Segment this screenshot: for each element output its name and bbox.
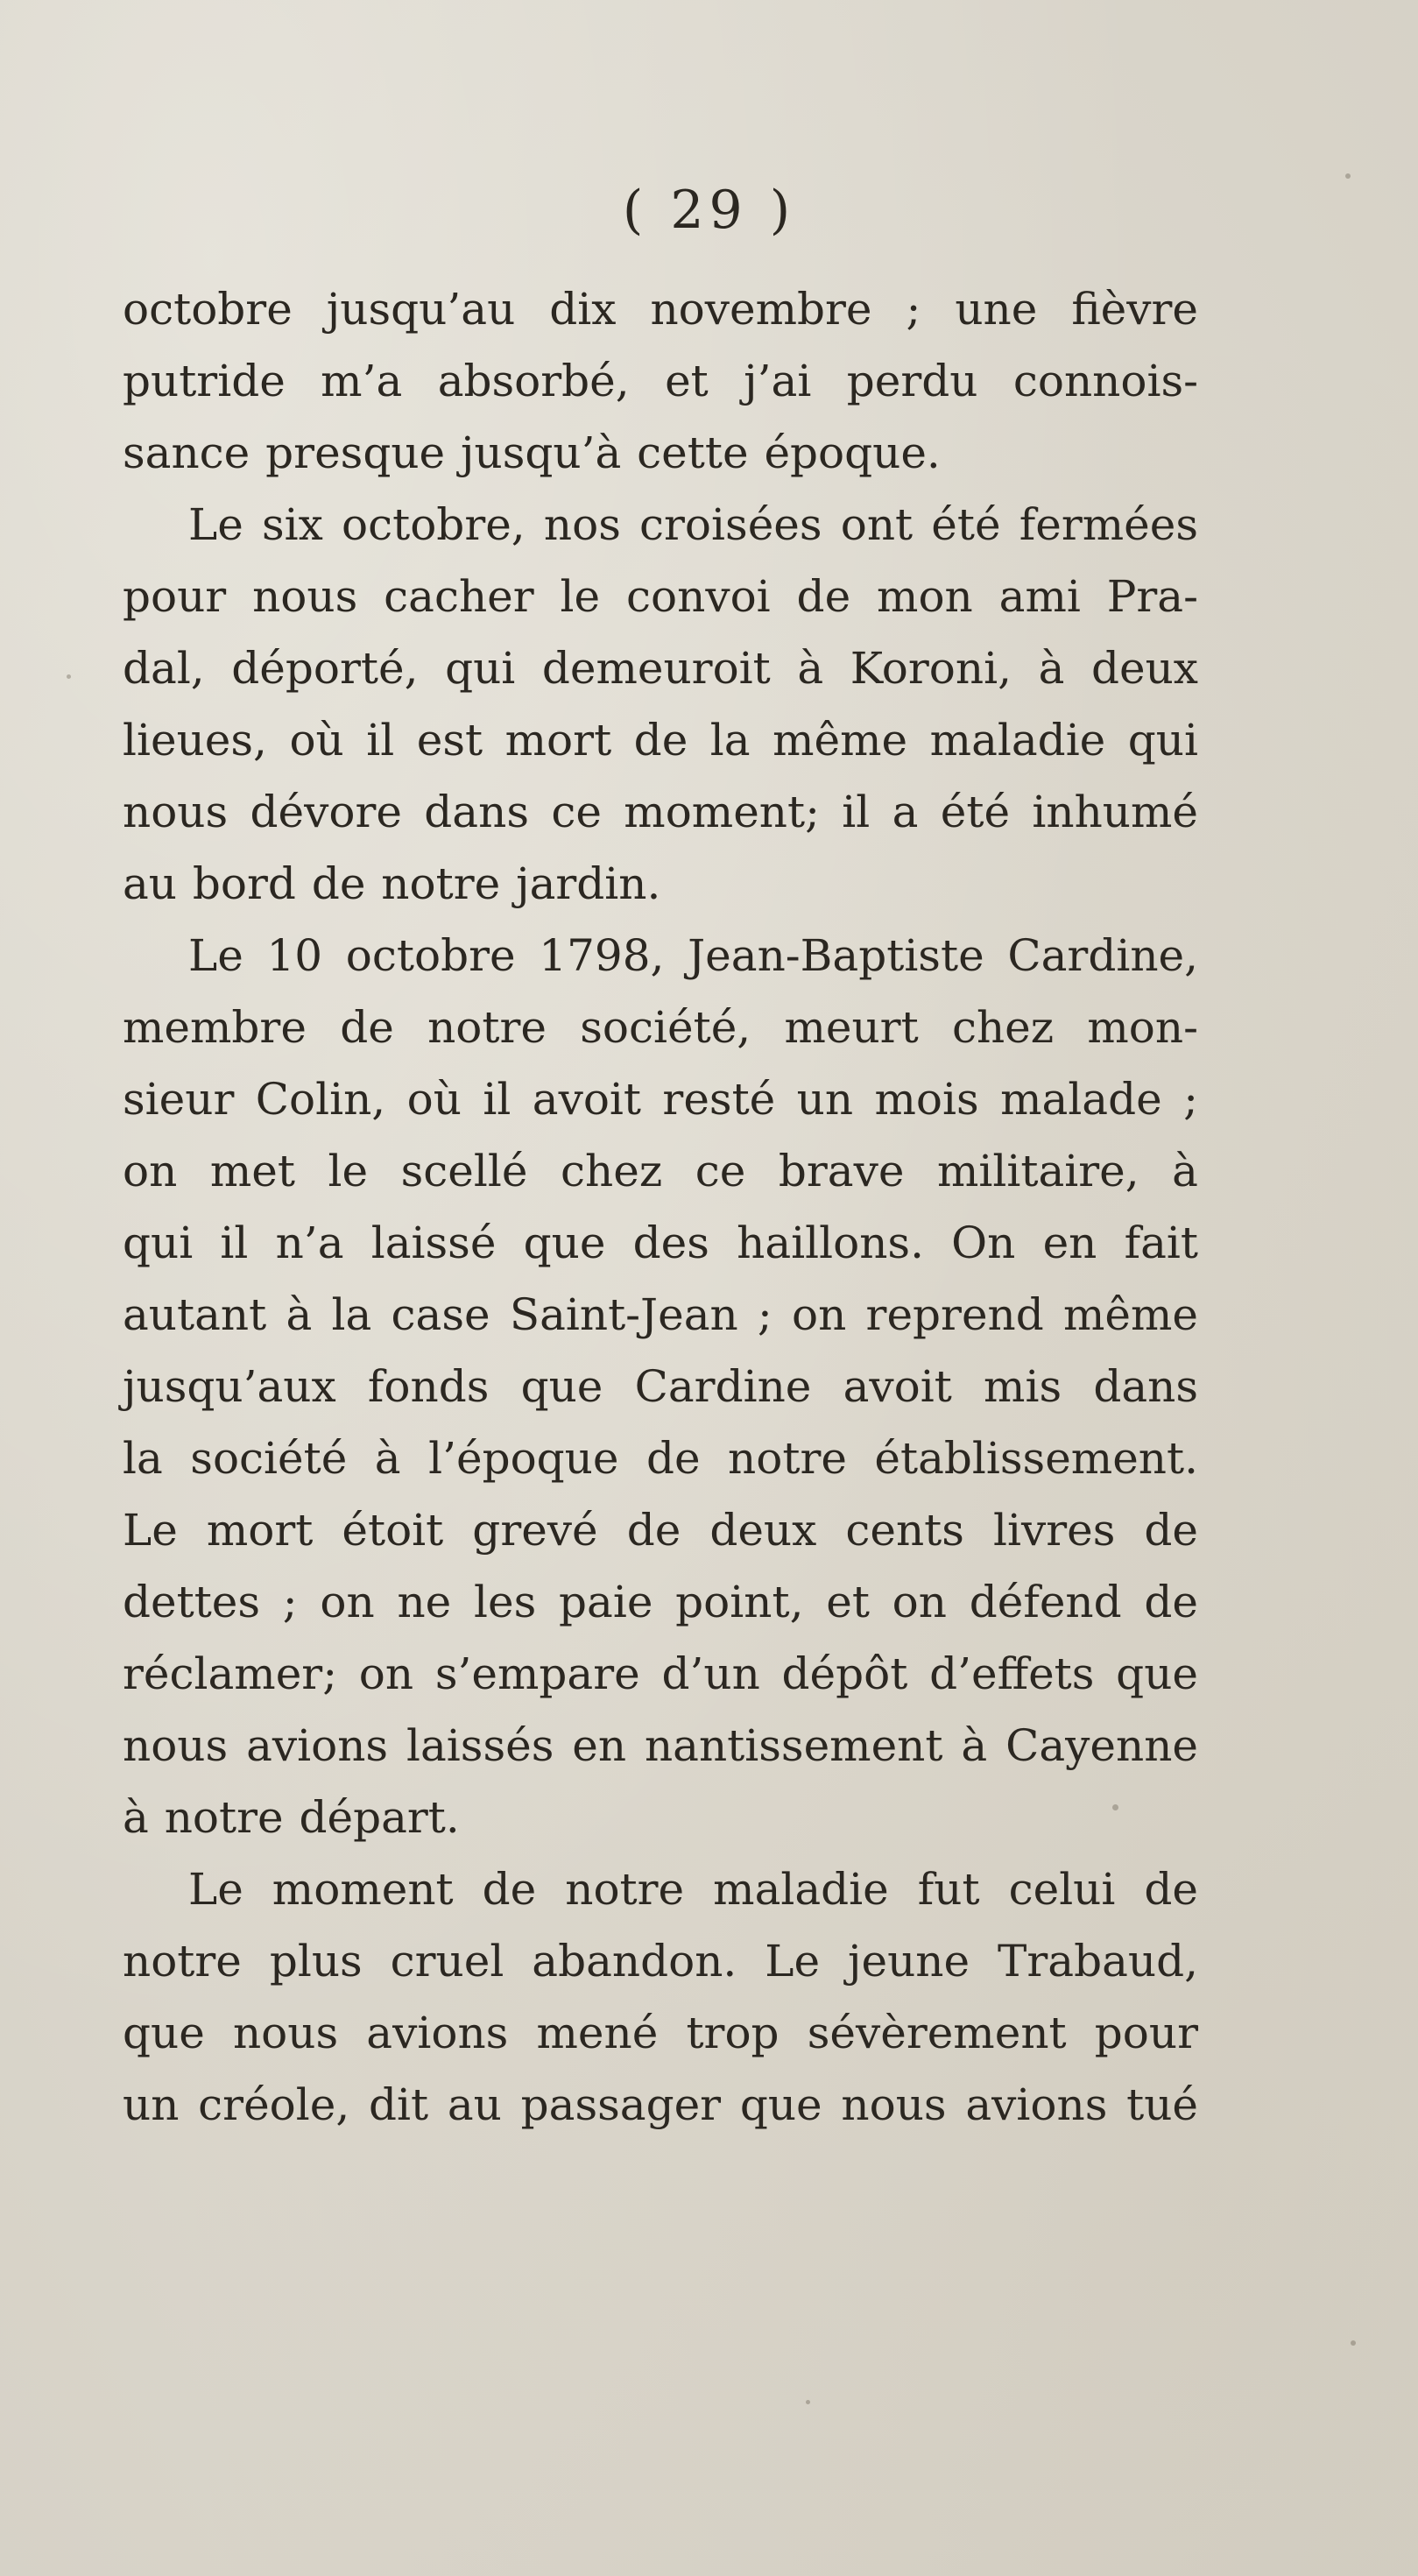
paragraph-1 [123,273,1198,489]
text-line: dettes ; on ne les paie point, et on défend de [123,1577,1198,1627]
text-line: Le six octobre, nos croisées ont été fermées [188,499,1198,550]
body-text [123,273,1198,2141]
text-line: sieur Colin, où il avoit resté un mois malade ; [123,1074,1198,1125]
text-line: pour nous cacher le convoi de mon ami Pra- [123,571,1198,622]
paper-speck [1345,173,1351,179]
text-line: autant à la case Saint-Jean ; on reprend même [123,1289,1198,1340]
text-line: à notre départ. [123,1792,460,1843]
paragraph-3 [123,920,1198,1853]
paragraph-2 [123,489,1198,920]
text-line: réclamer; on s’empare d’un dépôt d’effets que [123,1648,1198,1699]
text-line: la société à l’époque de notre établissement. [123,1433,1198,1484]
page-number: ( 29 ) [622,180,796,241]
paper-speck [1351,2340,1356,2346]
text-line: jusqu’aux fonds que Cardine avoit mis dans [123,1361,1198,1412]
text-line: nous dévore dans ce moment; il a été inhumé [123,787,1198,837]
paper-speck [806,2400,810,2404]
text-line: Le moment de notre maladie fut celui de [188,1864,1198,1915]
text-line: sance presque jusqu’à cette époque. [123,427,941,478]
text-line: on met le scellé chez ce brave militaire, à [123,1146,1198,1196]
text-line: qui il n’a laissé que des haillons. On en fait [123,1217,1198,1268]
paragraph-4 [123,1853,1198,2141]
text-line: membre de notre société, meurt chez mon- [123,1002,1198,1053]
text-line: Le mort étoit grevé de deux cents livres de [123,1505,1198,1556]
paper-speck [67,674,71,679]
text-line: octobre jusqu’au dix novembre ; une fièvre [123,284,1198,335]
text-line: notre plus cruel abandon. Le jeune Trabaud, [123,1936,1198,1987]
text-line: un créole, dit au passager que nous avions tué [123,2079,1198,2130]
text-line: nous avions laissés en nantissement à Cayenne [123,1720,1198,1771]
text-line: lieues, où il est mort de la même maladie qui [123,715,1198,766]
text-line: au bord de notre jardin. [123,858,661,909]
text-line: Le 10 octobre 1798, Jean-Baptiste Cardine, [188,930,1198,981]
text-line: putride m’a absorbé, et j’ai perdu connois- [123,356,1198,406]
text-line: dal, déporté, qui demeuroit à Koroni, à deux [123,643,1198,694]
text-line: que nous avions mené trop sévèrement pour [123,2008,1198,2058]
